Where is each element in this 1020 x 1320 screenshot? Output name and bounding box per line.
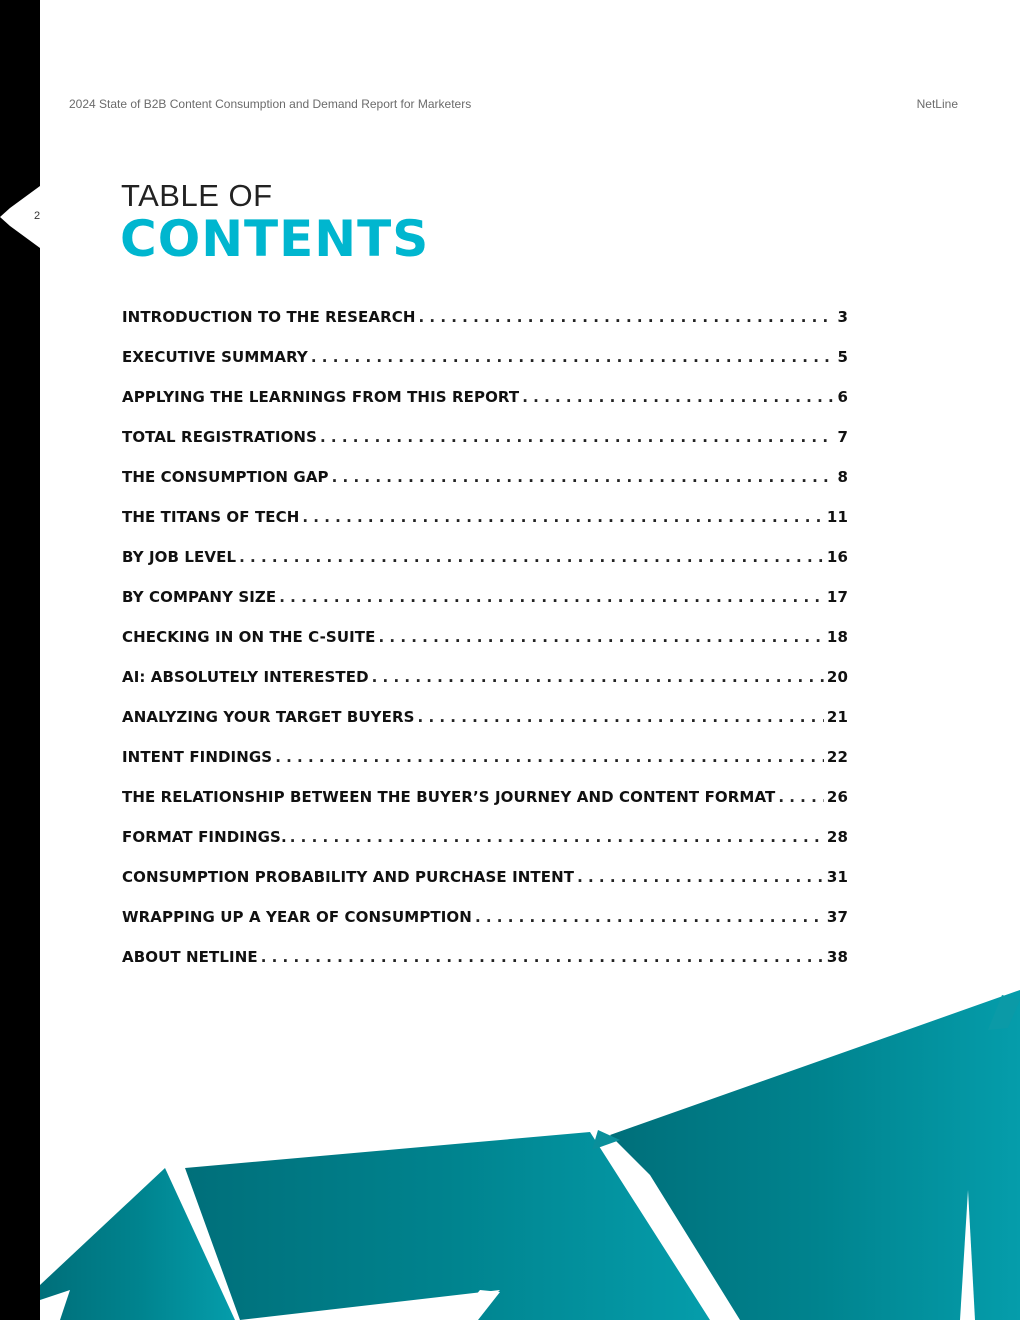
toc-leader-dots bbox=[239, 548, 824, 566]
toc-entry[interactable] bbox=[122, 628, 848, 668]
decor-shape-right bbox=[610, 990, 1020, 1320]
toc-entry-page: 20 bbox=[826, 668, 848, 686]
toc-entry-page: 11 bbox=[826, 508, 848, 526]
toc-leader-dots bbox=[778, 788, 824, 806]
toc-entry-page: 22 bbox=[826, 748, 848, 766]
toc-entry-label: TOTAL REGISTRATIONS bbox=[122, 428, 317, 446]
toc-leader-dots bbox=[279, 588, 824, 606]
toc-entry-label: APPLYING THE LEARNINGS FROM THIS REPORT bbox=[122, 388, 520, 406]
toc-entry-label: THE RELATIONSHIP BETWEEN THE BUYER’S JOURNEY AND CONTENT FORMAT bbox=[122, 788, 776, 806]
toc-entry[interactable] bbox=[122, 468, 848, 508]
toc-entry[interactable] bbox=[122, 668, 848, 708]
toc-entry-page: 26 bbox=[826, 788, 848, 806]
toc-leader-dots bbox=[311, 348, 835, 366]
toc-entry-page: 8 bbox=[837, 468, 848, 486]
decor-shape-left bbox=[40, 1168, 235, 1320]
toc-leader-dots bbox=[475, 908, 824, 926]
toc-leader-dots bbox=[332, 468, 835, 486]
decor-shard-1 bbox=[592, 1130, 620, 1150]
toc-entry-label: THE CONSUMPTION GAP bbox=[122, 468, 329, 486]
toc-entry-label: ABOUT NETLINE bbox=[122, 948, 258, 966]
toc-leader-dots bbox=[418, 708, 824, 726]
toc-leader-dots bbox=[290, 828, 824, 846]
toc-entry[interactable] bbox=[122, 708, 848, 748]
toc-entry-label: BY COMPANY SIZE bbox=[122, 588, 277, 606]
toc-entry-page: 37 bbox=[826, 908, 848, 926]
toc-leader-dots bbox=[577, 868, 824, 886]
brand-header: NetLine bbox=[916, 97, 958, 111]
toc-entry-label: ANALYZING YOUR TARGET BUYERS bbox=[122, 708, 415, 726]
decor-shard-2 bbox=[988, 995, 1020, 1030]
toc-entry-page: 21 bbox=[826, 708, 848, 726]
toc-entry-page: 28 bbox=[826, 828, 848, 846]
toc-entry-label: CHECKING IN ON THE C-SUITE bbox=[122, 628, 376, 646]
toc-leader-dots bbox=[261, 948, 824, 966]
toc-entry-page: 17 bbox=[826, 588, 848, 606]
toc-entry[interactable] bbox=[122, 868, 848, 908]
toc-leader-dots bbox=[418, 308, 834, 326]
toc-entry-label: BY JOB LEVEL bbox=[122, 548, 237, 566]
toc-entry-page: 31 bbox=[826, 868, 848, 886]
toc-leader-dots bbox=[372, 668, 824, 686]
table-of-contents bbox=[122, 308, 848, 988]
toc-entry-label: CONSUMPTION PROBABILITY AND PURCHASE INTENT bbox=[122, 868, 575, 886]
toc-entry-label: INTRODUCTION TO THE RESEARCH bbox=[122, 308, 416, 326]
toc-entry[interactable] bbox=[122, 508, 848, 548]
toc-leader-dots bbox=[275, 748, 824, 766]
toc-entry[interactable] bbox=[122, 388, 848, 428]
page-title-line1: TABLE OF bbox=[121, 178, 273, 213]
toc-entry[interactable] bbox=[122, 308, 848, 348]
toc-entry[interactable] bbox=[122, 348, 848, 388]
toc-entry[interactable] bbox=[122, 908, 848, 948]
toc-leader-dots bbox=[320, 428, 834, 446]
toc-entry-page: 6 bbox=[837, 388, 848, 406]
toc-entry[interactable] bbox=[122, 948, 848, 988]
toc-entry-page: 5 bbox=[837, 348, 848, 366]
toc-leader-dots bbox=[522, 388, 834, 406]
toc-entry[interactable] bbox=[122, 588, 848, 628]
report-title-header: 2024 State of B2B Content Consumption and Demand Report for Marketers bbox=[69, 97, 472, 111]
toc-entry[interactable] bbox=[122, 428, 848, 468]
decor-shard-4 bbox=[455, 1290, 500, 1320]
decor-shard-5 bbox=[40, 1290, 70, 1320]
toc-entry-label: FORMAT FINDINGS. bbox=[122, 828, 287, 846]
toc-entry-label: AI: ABSOLUTELY INTERESTED bbox=[122, 668, 369, 686]
toc-entry-label: INTENT FINDINGS bbox=[122, 748, 273, 766]
decor-shard-3 bbox=[960, 1190, 975, 1320]
toc-entry-label: EXECUTIVE SUMMARY bbox=[122, 348, 308, 366]
toc-entry[interactable] bbox=[122, 788, 848, 828]
toc-entry[interactable] bbox=[122, 828, 848, 868]
toc-entry-page: 18 bbox=[826, 628, 848, 646]
toc-leader-dots bbox=[378, 628, 823, 646]
toc-entry-page: 7 bbox=[837, 428, 848, 446]
toc-entry[interactable] bbox=[122, 548, 848, 588]
toc-entry-page: 38 bbox=[826, 948, 848, 966]
toc-entry[interactable] bbox=[122, 748, 848, 788]
toc-entry-page: 3 bbox=[837, 308, 848, 326]
page-title-line2: CONTENTS bbox=[120, 210, 430, 268]
toc-entry-page: 16 bbox=[826, 548, 848, 566]
decor-shape-center bbox=[185, 1132, 710, 1320]
toc-leader-dots bbox=[302, 508, 824, 526]
toc-entry-label: WRAPPING UP A YEAR OF CONSUMPTION bbox=[122, 908, 472, 926]
page-number: 2 bbox=[34, 210, 41, 222]
toc-entry-label: THE TITANS OF TECH bbox=[122, 508, 300, 526]
